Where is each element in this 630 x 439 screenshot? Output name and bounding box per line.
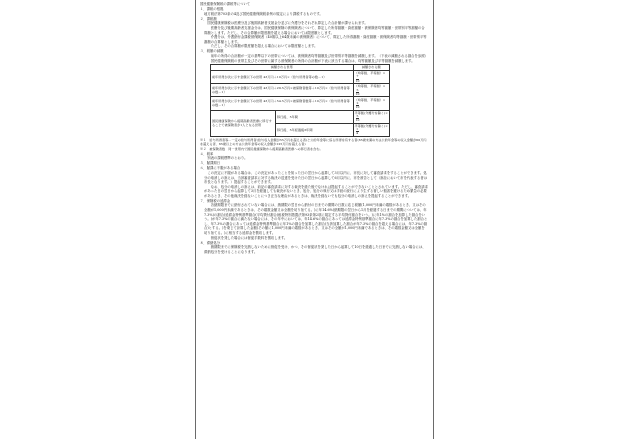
section-text: なお、処分の取消しの訴えは、前記の審査請求に対する裁決を経た後でなければ提起することができないこととされています。ただし、審査請求があった日の翌日から起算して3月を経過しても裁決がないとき、処分、処分の執行又は手続の続行により生ずる著しい損害を避けるため緊急の必要があるとき、その他裁決を経ないことにつき正当な理由があるときは、裁決を経ないでも処分の取消しの訴えを提起することができます。 [204,184,428,198]
table-row [211,84,390,97]
reduction-table [210,64,390,137]
section-text: 地方税法第703条の4及び国民健康保険税条例の規定により課税するものです。 [204,11,323,16]
section-text: 各納期限までに納付されていない場合には、納期限の翌日から納付の日までの期間の日数に応じ税額(1,000円未満の端数があるとき、又はその全額が1,000円未満であるときは、その端数金額又は全額を切り捨てる。)に年14.6%(納期限の翌日から1月を経過する日までの期間については、年7.3%)の割合(延滞金特例基準割合(平均貸付割合(租税特別措置法第93条第2項に規定する平均貸付割合をいう。)に年1%の割合を加算した割合をいう。)が年7.3%の割合に満たない場合には、その年中においては、年14.6%の割合にあっては延滞金特例基準割合に年7.3%の割合を加算した割合とし、年7.3%の割合にあっては延滞金特例基準割合に年1%の割合を加算した割合(当該加算した割合が年7.3%の割合を超える場合には、年7.3%の割合)とする。)を乗じて計算した金額(その額に1,000円未満の端数があるとき、又はその全額が1,000円未満であるときは、その端数金額又は全額を切り捨てる。)に相当する延滞金を徴収します。 [204,203,428,236]
table-row [211,110,390,123]
elder-period: 移行後、5年間 [276,110,354,123]
elder-criteria: 国民健康保険から後期高齢者医療に移行することで被保険者が1人となる世帯 [211,110,276,136]
header-criteria: 減額される世帯 [211,65,354,71]
row-rate: 平等割(介護分を除く)× $\frac{5}{10}$ [354,110,388,123]
section-heading: ３．税額の減額 [200,49,224,54]
section-8 [200,241,428,255]
section-6 [200,166,428,198]
page-edge-left [195,0,196,439]
section-text: 別表の課税標準のとおり。 [204,156,248,161]
section-text: 医療分及び後期高齢者支援金分は、国民健康保険の被保険者について、算定した所得割額・資産割額・被保険者均等割額・世帯別平等割額の合算額とします。ただし、その合算額が限度額を超える場合においては限度額とします。 [204,25,425,35]
table-row [211,70,390,83]
section-heading: ６．賦課に不服がある場合 [200,166,241,171]
row-criteria: 前年所得が次に示す金額以下の世帯 43万円＋29.5万円×被保険者数等＋10万円×（給与所得者等の数－1） [211,84,354,97]
rate-fraction: $\frac{7}{10}$ [355,74,360,83]
section-heading: ７．保険税の延滞金 [200,198,231,203]
section-text: 国民健康保険税の世帯主及びその世帯に属する被保険者の所得の合計額が下表に該当する場合は、均等割額及び平等割額を減額します。 [204,58,415,63]
table-row [211,97,390,110]
row-rate: 平等割(介護分を除く)× $\frac{1}{4}$ [354,124,388,136]
section-text: 納期限までに保険税を完納しないために督促を受け、かつ、その督促状を発した日から起算して10日を経過した日までに完納しない場合には、滞納処分を受けることになります。 [204,245,426,254]
section-text: 国民健康保険税は医療分及び後期高齢者支援金分並びに介護分をそれぞれ算定した合計額が課せられます。 [204,21,368,26]
rate-fraction: $\frac{1}{4}$ [356,127,359,136]
section-4 [200,152,428,161]
footnote: ※２ 被保険者数 同一世帯内で国民健康保険から後期高齢者医療への移行者を含む。 [200,147,323,152]
section-text: 督促状を発した場合には督促手数料を徴収します。 [204,235,288,240]
section-text: 前年の所得の合計額が一定の基準以下の世帯については、被保険者均等割額及び世帯別平等割額を減額します。（下表の減額される割合を参照） [204,53,428,58]
section-heading: ８．滞納処分 [200,240,221,245]
section-heading: １．課税の根拠 [200,7,224,12]
page-edge-right [433,0,434,439]
row-rate: （均等割、平等割）× $\frac{5}{10}$ [353,84,390,97]
section-1 [200,7,428,16]
rate-fraction: $\frac{5}{10}$ [355,87,360,96]
section-heading: ４．税率 [200,151,214,156]
document-title: 国民健康保険税の課税等について [200,2,251,6]
section-text: ただし、その合算額が限度額を超える場合においては限度額とします。 [204,44,318,49]
section-text: 介護分は、介護納付金課税被保険者（40歳以上64歳未満の被保険者）について、算定した所得割額・資産割額・被保険者均等割額・世帯別平等割額の合算額とします。 [204,35,427,44]
section-text: この決定に不服がある場合は、この決定があったことを知った日の翌日から起算して3月以内に、市長に対して審査請求をすることができます。処分の取消しの訴えは、当該審査請求に対する裁決の送達を受けた日の翌日から起算して6月以内に、市を被告として（訴訟において市を代表する者は市長となります。）提起することができます。 [204,170,428,185]
footnote: ※１ 給与所得者等…一定の給与所得者(給与収入金額が55万円を超える者)と公的年金等に係る所得を有する者(65歳未満の方は公的年金等の収入金額が60万円を超える者、65歳以上の方は公的年金等の収入金額が125万円を超える者) [200,137,427,147]
row-criteria: 前年所得が次に示す金額以下の世帯 43万円＋54.5万円×被保険者数等＋10万円×（給与所得者等の数－1） [211,97,354,110]
section-7 [200,199,428,240]
section-2 [200,17,428,49]
row-rate: （均等割、平等割）× $\frac{2}{10}$ [353,97,390,110]
rate-fraction: $\frac{2}{10}$ [355,100,360,109]
rate-fraction: $\frac{5}{10}$ [355,114,360,123]
row-rate: （均等割、平等割）× $\frac{7}{10}$ [353,70,390,83]
row-criteria: 前年所得が次に示す金額以下の世帯 43万円＋10万円×（給与所得者等の数－1） [211,70,354,83]
elder-period: 移行後、5年経過後3年間 [276,123,354,136]
header-rate: 減額される額 [353,65,390,71]
section-heading: ２．課税額 [200,16,217,21]
section-3 [200,49,428,63]
section-heading: ５．賦課期日 [200,161,221,166]
document-page [200,2,428,437]
